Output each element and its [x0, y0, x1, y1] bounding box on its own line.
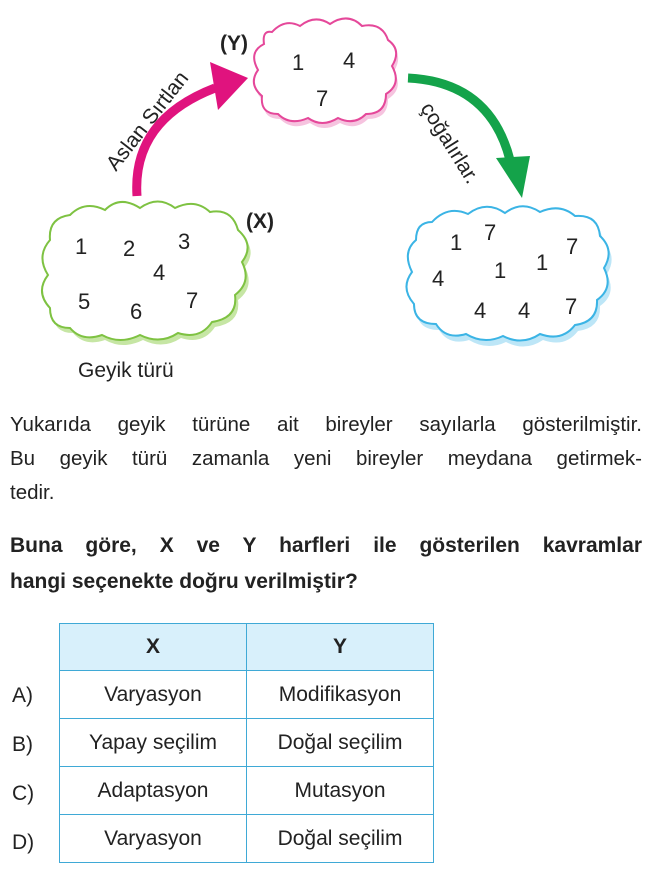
cloud-offspring-number: 1	[450, 230, 463, 255]
cloud-x-number: 7	[186, 288, 199, 313]
cloud-x-number: 3	[178, 229, 191, 254]
options-table	[59, 623, 434, 863]
intro-line: tedir.	[10, 481, 55, 504]
question-line: Buna göre, X ve Y harfleri ile gösterilen kavramlar	[10, 534, 642, 557]
table-row[interactable]	[60, 671, 434, 719]
cloud-x	[42, 202, 251, 346]
option-b-y: Doğal seçilim	[247, 719, 434, 767]
cloud-x-number: 5	[78, 289, 91, 314]
question-text	[10, 528, 642, 600]
cloud-y-number: 7	[316, 86, 329, 111]
evolution-diagram	[0, 0, 648, 390]
cloud-x-number: 2	[123, 236, 136, 261]
cloud-offspring-number: 4	[432, 266, 445, 291]
header-y: Y	[247, 624, 434, 671]
header-x: X	[60, 624, 247, 671]
cloud-offspring-number: 7	[566, 234, 579, 259]
question-line: hangi seçenekte doğru verilmiştir?	[10, 570, 358, 593]
table-row[interactable]	[60, 767, 434, 815]
cloud-y-number: 1	[292, 50, 305, 75]
cloud-y-number: 4	[343, 48, 356, 73]
cloud-offspring-number: 4	[518, 298, 531, 323]
option-c-y: Mutasyon	[247, 767, 434, 815]
option-c-x: Adaptasyon	[60, 767, 247, 815]
table-header-row	[60, 624, 434, 671]
arrow-right-label: çoğalırlar.	[415, 98, 484, 188]
cloud-offspring-number: 1	[536, 250, 549, 275]
option-d-x: Varyasyon	[60, 815, 247, 863]
cloud-x-number: 1	[75, 234, 88, 259]
option-b-x: Yapay seçilim	[60, 719, 247, 767]
cloud-offspring	[406, 206, 611, 346]
option-d-y: Doğal seçilim	[247, 815, 434, 863]
option-c-label[interactable]: C)	[12, 782, 35, 805]
cloud-offspring-number: 4	[474, 298, 487, 323]
option-d-label[interactable]: D)	[12, 831, 35, 854]
option-a-label[interactable]: A)	[12, 684, 33, 707]
cloud-x-number: 4	[153, 260, 166, 285]
option-a-x: Varyasyon	[60, 671, 247, 719]
option-a-y: Modifikasyon	[247, 671, 434, 719]
cloud-x-number: 6	[130, 299, 143, 324]
intro-line: Bu geyik türü zamanla yeni bireyler meydana getirmek-	[10, 447, 642, 470]
species-label: Geyik türü	[78, 359, 174, 382]
cloud-offspring-number: 7	[484, 220, 497, 245]
arrow-left-label: Aslan Sırtlan	[101, 67, 194, 176]
cloud-offspring-number: 1	[494, 258, 507, 283]
intro-line: Yukarıda geyik türüne ait bireyler sayılarla gösterilmiştir.	[10, 413, 642, 436]
x-label: (X)	[246, 210, 274, 233]
table-row[interactable]	[60, 815, 434, 863]
y-label: (Y)	[220, 32, 248, 55]
intro-text	[10, 408, 642, 510]
cloud-offspring-number: 7	[565, 294, 578, 319]
table-row[interactable]	[60, 719, 434, 767]
option-b-label[interactable]: B)	[12, 733, 33, 756]
cloud-y	[254, 18, 398, 128]
